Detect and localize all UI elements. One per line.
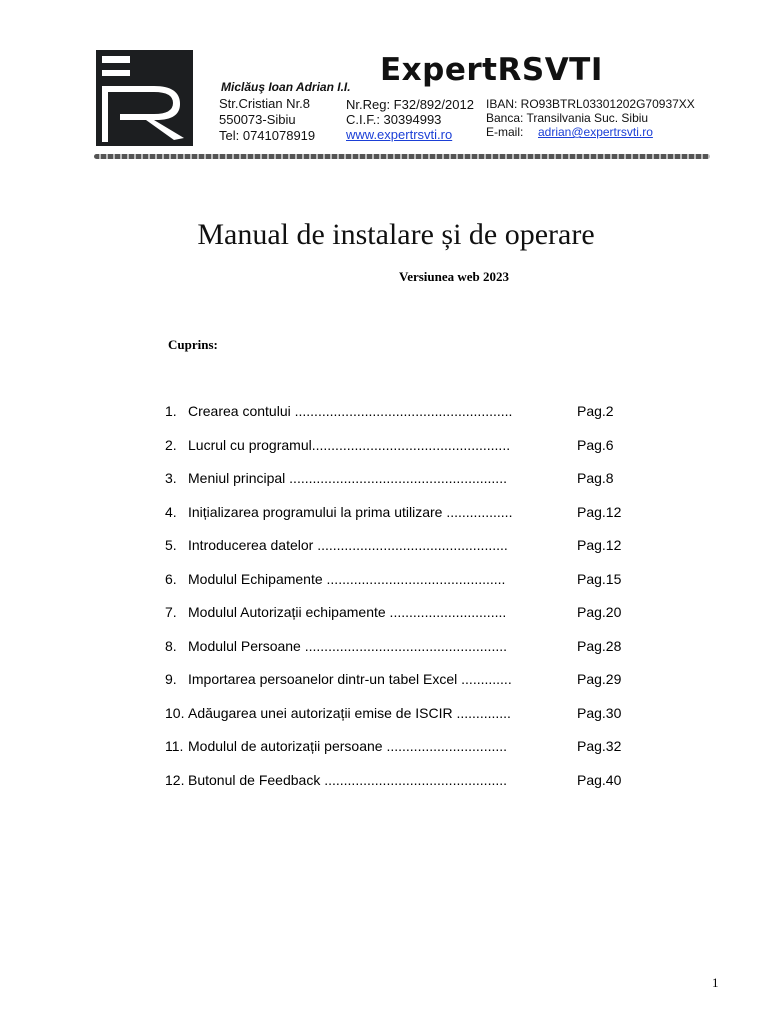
toc-item-number: 4. [165, 504, 177, 520]
iban: IBAN: RO93BTRL03301202G70937XX [486, 97, 695, 111]
toc-item[interactable] [0, 637, 768, 657]
toc-item-number: 2. [165, 437, 177, 453]
toc-item[interactable] [0, 570, 768, 590]
toc-item-page: Pag.6 [577, 437, 614, 453]
address-line-2: 550073-Sibiu [219, 112, 296, 127]
phone-line: Tel: 0741078919 [219, 128, 316, 143]
bank: Banca: Transilvania Suc. Sibiu [486, 111, 649, 125]
toc-item-page: Pag.28 [577, 638, 622, 654]
document-title: Manual de instalare și de operare [197, 218, 595, 251]
toc-heading: Cuprins: [168, 337, 218, 352]
toc-item-title: Crearea contului ........................................................ [188, 403, 513, 419]
toc-item-number: 7. [165, 604, 177, 620]
toc-item-number: 5. [165, 537, 177, 553]
toc-item-page: Pag.30 [577, 705, 622, 721]
toc-item[interactable] [0, 402, 768, 422]
brand-name: ExpertRSVTI [380, 52, 603, 88]
toc-item[interactable] [0, 536, 768, 556]
toc-item-title: Meniul principal ........................................................ [188, 470, 507, 486]
toc-item-page: Pag.12 [577, 537, 622, 553]
toc-item[interactable] [0, 737, 768, 757]
toc-item-title: Butonul de Feedback ............................................... [188, 772, 508, 788]
toc-item[interactable] [0, 771, 768, 791]
toc-item-page: Pag.32 [577, 738, 622, 754]
toc-item-page: Pag.8 [577, 470, 614, 486]
logo-r-shape [96, 50, 193, 146]
toc-item[interactable] [0, 704, 768, 724]
toc-item[interactable] [0, 469, 768, 489]
document-version: Versiunea web 2023 [399, 269, 510, 284]
toc-item[interactable] [0, 670, 768, 690]
email-link[interactable]: adrian@expertrsvti.ro [538, 125, 653, 139]
toc-item[interactable] [0, 436, 768, 456]
toc-item-page: Pag.12 [577, 504, 622, 520]
website-link[interactable]: www.expertrsvti.ro [346, 127, 453, 142]
toc-item-page: Pag.2 [577, 403, 614, 419]
toc-item-number: 11. [165, 738, 184, 754]
toc-item-title: Modulul de autorizații persoane ............................... [188, 738, 508, 754]
toc-item-title: Importarea persoanelor dintr-un tabel Excel ............. [188, 671, 512, 687]
registry-number: Nr.Reg: F32/892/2012 [346, 97, 474, 112]
address-line-1: Str.Cristian Nr.8 [219, 96, 311, 111]
toc-item-page: Pag.15 [577, 571, 622, 587]
toc-item-number: 12. [165, 772, 185, 788]
header-divider [94, 154, 710, 159]
toc-item-title: Modulul Echipamente .............................................. [188, 571, 506, 587]
toc-item-title: Introducerea datelor ................................................. [188, 537, 508, 553]
toc-item-number: 9. [165, 671, 177, 687]
toc-item-number: 6. [165, 571, 177, 587]
toc-item-number: 8. [165, 638, 177, 654]
toc-item[interactable] [0, 603, 768, 623]
toc-item-title: Adăugarea unei autorizații emise de ISCIR .............. [188, 705, 511, 721]
toc-item-title: Modulul Persoane .................................................... [188, 638, 507, 654]
cif-number: C.I.F.: 30394993 [346, 112, 442, 127]
company-logo [96, 50, 193, 146]
toc-item-page: Pag.20 [577, 604, 622, 620]
toc-item[interactable] [0, 503, 768, 523]
page-number: 1 [712, 975, 719, 990]
toc-item-title: Lucrul cu programul................................................... [188, 437, 511, 453]
toc-item-number: 3. [165, 470, 177, 486]
toc-item-title: Modulul Autorizații echipamente .............................. [188, 604, 507, 620]
toc-item-number: 10. [165, 705, 185, 721]
toc-item-number: 1. [165, 403, 177, 419]
company-name: Miclăuş Ioan Adrian I.I. [221, 80, 351, 94]
toc-item-page: Pag.40 [577, 772, 622, 788]
toc-item-page: Pag.29 [577, 671, 622, 687]
toc-item-title: Inițializarea programului la prima utilizare ................. [188, 504, 513, 520]
email-label: E-mail: [486, 125, 524, 139]
